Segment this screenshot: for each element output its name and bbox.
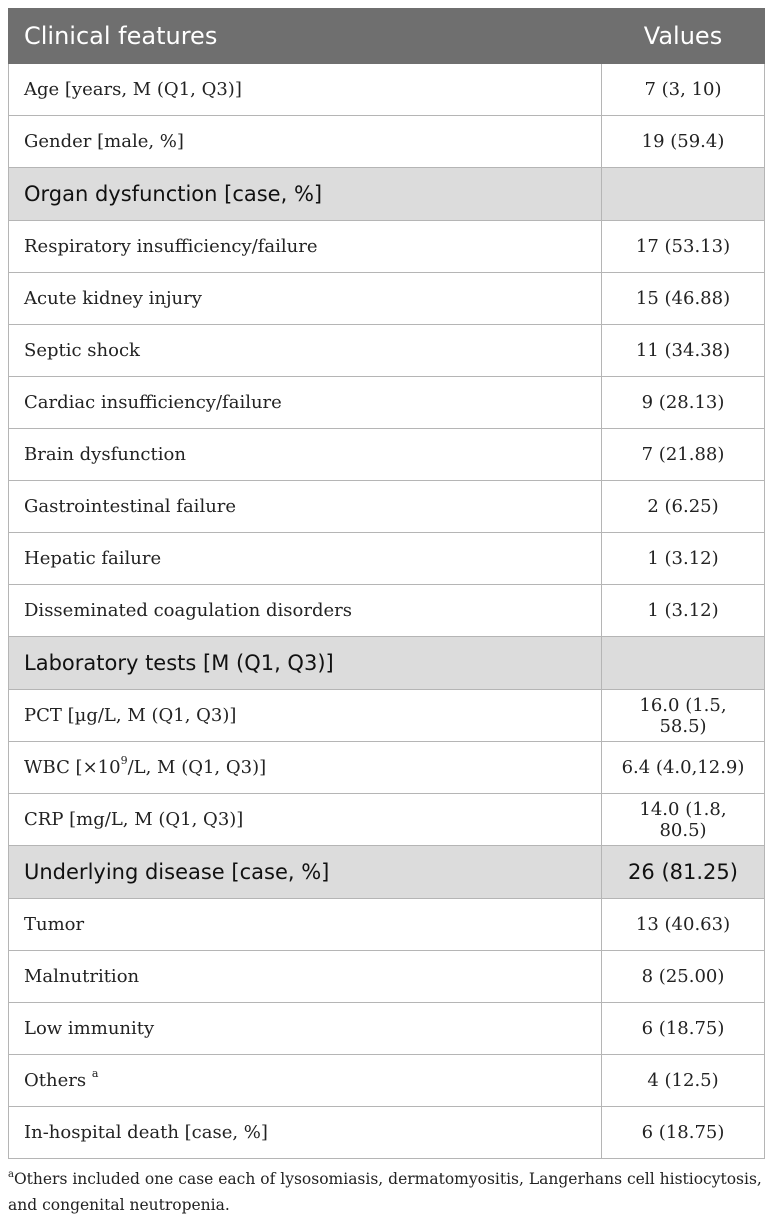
table-body [9,64,765,1159]
feature-label [9,1055,602,1107]
table-row [9,1003,765,1055]
section-label: Underlying disease [case, %] [9,846,602,899]
section-label: Laboratory tests [M (Q1, Q3)] [9,637,602,690]
feature-label: Brain dysfunction [9,429,602,481]
table-row [9,429,765,481]
table-row [9,116,765,168]
feature-value: 7 (3, 10) [602,64,765,116]
feature-value: 15 (46.88) [602,273,765,325]
table-row [9,1055,765,1107]
superscript: 9 [120,754,128,767]
table-row [9,325,765,377]
feature-value [602,168,765,221]
table-row [9,1107,765,1159]
feature-label: Hepatic failure [9,533,602,585]
feature-value: 4 (12.5) [602,1055,765,1107]
feature-value: 17 (53.13) [602,221,765,273]
table-header-row [9,9,765,64]
header-clinical-features: Clinical features [9,9,602,64]
feature-label: Gender [male, %] [9,116,602,168]
feature-label-text: /L, M (Q1, Q3)] [127,757,267,778]
feature-label: PCT [µg/L, M (Q1, Q3)] [9,690,602,742]
feature-label: Tumor [9,899,602,951]
section-label: Organ dysfunction [case, %] [9,168,602,221]
feature-label-text: WBC [×10 [24,757,121,778]
feature-value: 13 (40.63) [602,899,765,951]
footnote-marker: a [8,1169,14,1180]
feature-value: 9 (28.13) [602,377,765,429]
table-row [9,377,765,429]
feature-value: 1 (3.12) [602,533,765,585]
feature-label: Low immunity [9,1003,602,1055]
feature-label: Disseminated coagulation disorders [9,585,602,637]
feature-value: 1 (3.12) [602,585,765,637]
feature-value: 6 (18.75) [602,1107,765,1159]
table-row [9,533,765,585]
footnote-text: Others included one case each of lysosomiasis, dermatomyositis, Langerhans cell histiocytosis, and congenital neutropenia. [8,1170,762,1214]
feature-label: Cardiac insufficiency/failure [9,377,602,429]
feature-label: Gastrointestinal failure [9,481,602,533]
feature-value: 6.4 (4.0,12.9) [602,742,765,794]
table-row [9,64,765,116]
feature-label-text: Others [24,1070,92,1091]
feature-value: 11 (34.38) [602,325,765,377]
table-row [9,585,765,637]
feature-value: 8 (25.00) [602,951,765,1003]
feature-label: Acute kidney injury [9,273,602,325]
feature-value: 19 (59.4) [602,116,765,168]
feature-label: Age [years, M (Q1, Q3)] [9,64,602,116]
table-row [9,951,765,1003]
table-row [9,481,765,533]
table-row [9,690,765,742]
table-row [9,794,765,846]
feature-label: Septic shock [9,325,602,377]
feature-label: Respiratory insufficiency/failure [9,221,602,273]
feature-label: In-hospital death [case, %] [9,1107,602,1159]
feature-value: 2 (6.25) [602,481,765,533]
feature-value: 7 (21.88) [602,429,765,481]
header-values: Values [602,9,765,64]
feature-label [9,742,602,794]
section-header-row [9,846,765,899]
feature-value: 14.0 (1.8, 80.5) [602,794,765,846]
feature-value: 6 (18.75) [602,1003,765,1055]
table-row [9,742,765,794]
section-header-row [9,637,765,690]
section-header-row [9,168,765,221]
table-footnote [8,1166,764,1218]
table-row [9,273,765,325]
feature-value [602,637,765,690]
feature-label: Malnutrition [9,951,602,1003]
clinical-features-table [8,8,765,1159]
feature-value: 16.0 (1.5, 58.5) [602,690,765,742]
feature-label: CRP [mg/L, M (Q1, Q3)] [9,794,602,846]
table-row [9,221,765,273]
table-row [9,899,765,951]
superscript: a [91,1067,99,1080]
feature-value: 26 (81.25) [602,846,765,899]
